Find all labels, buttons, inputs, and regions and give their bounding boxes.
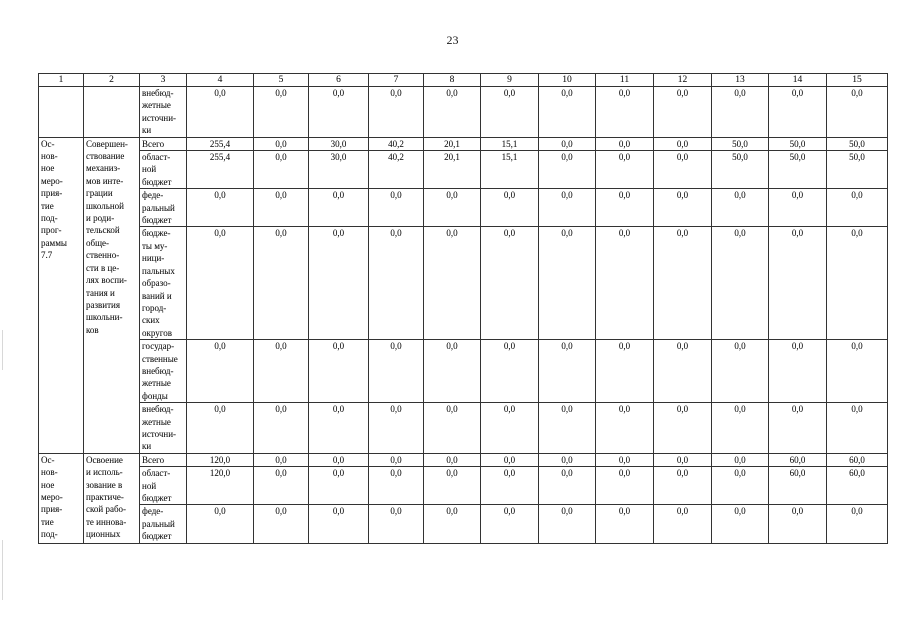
value-cell: 0,0 (369, 403, 424, 454)
source-cell (140, 403, 187, 454)
value-cell: 0,0 (769, 87, 827, 138)
value-cell: 255,4 (187, 151, 254, 189)
value-cell: 0,0 (596, 453, 654, 466)
table-row (39, 453, 888, 466)
source-label: бюджет (142, 176, 172, 187)
value-cell: 0,0 (254, 189, 309, 227)
column-number-header: 8 (424, 74, 481, 87)
table-row (39, 227, 888, 340)
description-line: ственно- (86, 250, 120, 261)
event-label: нов- (41, 151, 58, 162)
value-cell: 50,0 (769, 137, 827, 150)
value-cell: 255,4 (187, 137, 254, 150)
table-row (39, 403, 888, 454)
value-cell: 0,0 (424, 189, 481, 227)
description-cell (84, 453, 140, 543)
source-label: ки (142, 125, 152, 136)
source-label: образо- (142, 278, 171, 289)
value-cell: 0,0 (309, 227, 369, 340)
value-cell: 120,0 (187, 467, 254, 505)
value-cell: 0,0 (481, 403, 539, 454)
column-number-header: 7 (369, 74, 424, 87)
value-cell: 120,0 (187, 453, 254, 466)
source-label: бюдже- (142, 228, 171, 239)
value-cell: 30,0 (309, 137, 369, 150)
value-cell: 0,0 (769, 403, 827, 454)
value-cell: 0,0 (827, 403, 888, 454)
value-cell: 0,0 (654, 227, 712, 340)
value-cell: 0,0 (369, 467, 424, 505)
value-cell: 0,0 (769, 505, 827, 543)
value-cell: 0,0 (187, 87, 254, 138)
description-line: те иннова- (86, 516, 127, 527)
value-cell: 0,0 (654, 453, 712, 466)
page-number: 23 (446, 33, 459, 47)
table-row (39, 137, 888, 150)
value-cell: 50,0 (827, 151, 888, 189)
scan-edge-mark (2, 540, 3, 600)
value-cell: 0,0 (596, 403, 654, 454)
value-cell: 0,0 (187, 505, 254, 543)
value-cell: 20,1 (424, 151, 481, 189)
event-label: ное (41, 479, 55, 490)
value-cell: 0,0 (481, 87, 539, 138)
value-cell: 0,0 (309, 87, 369, 138)
source-cell (140, 453, 187, 466)
source-label: ских (142, 315, 160, 326)
description-cell (84, 137, 140, 453)
value-cell: 0,0 (424, 505, 481, 543)
source-label: феде- (142, 190, 164, 201)
description-line: тельской (86, 225, 120, 236)
table-row (39, 340, 888, 403)
source-cell (140, 189, 187, 227)
value-cell: 15,1 (481, 151, 539, 189)
event-label: Ос- (41, 138, 55, 149)
value-cell: 0,0 (596, 87, 654, 138)
source-label: бюджет (142, 493, 172, 503)
value-cell: 0,0 (596, 137, 654, 150)
column-number-header: 2 (84, 74, 140, 87)
description-line: обще- (86, 237, 110, 248)
value-cell: 15,1 (481, 137, 539, 150)
value-cell: 0,0 (654, 137, 712, 150)
value-cell: 0,0 (539, 87, 596, 138)
description-line: ков (86, 324, 99, 335)
value-cell: 0,0 (539, 505, 596, 543)
source-cell (140, 340, 187, 403)
description-line: развития (86, 299, 121, 310)
value-cell: 0,0 (187, 403, 254, 454)
value-cell: 0,0 (254, 151, 309, 189)
event-label: 7.7 (41, 250, 53, 261)
value-cell: 0,0 (254, 87, 309, 138)
source-cell (140, 87, 187, 138)
value-cell: 0,0 (424, 87, 481, 138)
value-cell: 0,0 (424, 227, 481, 340)
description-line: тания и (86, 287, 115, 298)
value-cell: 0,0 (539, 340, 596, 403)
source-cell (140, 151, 187, 189)
value-cell: 0,0 (254, 403, 309, 454)
value-cell: 50,0 (712, 151, 769, 189)
value-cell: 0,0 (254, 227, 309, 340)
column-number-header: 5 (254, 74, 309, 87)
value-cell: 0,0 (187, 227, 254, 340)
value-cell: 0,0 (596, 227, 654, 340)
event-label: меро- (41, 492, 63, 502)
value-cell: 0,0 (187, 189, 254, 227)
source-label: Всего (142, 138, 165, 149)
description-line: практиче- (86, 492, 124, 502)
value-cell: 0,0 (369, 87, 424, 138)
value-cell: 60,0 (827, 453, 888, 466)
empty-cell (84, 87, 140, 138)
description-line: школьни- (86, 312, 123, 323)
value-cell: 0,0 (309, 467, 369, 505)
value-cell: 0,0 (309, 189, 369, 227)
description-line: зование в (86, 479, 123, 490)
value-cell: 60,0 (769, 453, 827, 466)
value-cell: 0,0 (827, 340, 888, 403)
source-label: ки (142, 441, 152, 452)
empty-cell (39, 87, 84, 138)
event-label: раммы (41, 237, 67, 248)
column-number-header: 6 (309, 74, 369, 87)
source-label: жетные (142, 100, 171, 111)
value-cell: 0,0 (596, 467, 654, 505)
value-cell: 0,0 (712, 403, 769, 454)
value-cell: 0,0 (254, 453, 309, 466)
value-cell: 0,0 (254, 340, 309, 403)
value-cell: 0,0 (827, 227, 888, 340)
value-cell: 0,0 (712, 505, 769, 543)
value-cell: 0,0 (254, 505, 309, 543)
source-cell (140, 467, 187, 505)
value-cell: 0,0 (539, 137, 596, 150)
description-line: механиз- (86, 163, 121, 174)
column-number-header: 15 (827, 74, 888, 87)
source-cell (140, 227, 187, 340)
value-cell: 0,0 (769, 227, 827, 340)
value-cell: 0,0 (654, 151, 712, 189)
table-row (39, 87, 888, 138)
source-label: внебюд- (142, 88, 174, 98)
event-label: прия- (41, 188, 63, 199)
value-cell: 0,0 (424, 340, 481, 403)
source-label: государ- (142, 341, 175, 352)
source-label: феде- (142, 506, 164, 517)
value-cell: 0,0 (254, 137, 309, 150)
value-cell: 0,0 (369, 505, 424, 543)
column-number-header: 14 (769, 74, 827, 87)
source-label: город- (142, 302, 167, 313)
value-cell: 0,0 (596, 151, 654, 189)
source-label: Всего (142, 454, 165, 465)
event-label: прог- (41, 225, 62, 236)
value-cell: 0,0 (596, 505, 654, 543)
value-cell: 0,0 (827, 189, 888, 227)
value-cell: 0,0 (424, 403, 481, 454)
table-row (39, 467, 888, 505)
value-cell: 0,0 (309, 340, 369, 403)
source-cell (140, 505, 187, 543)
source-label: ници- (142, 253, 165, 264)
event-label: прия- (41, 504, 63, 515)
description-line: и исполь- (86, 467, 123, 478)
value-cell: 0,0 (369, 340, 424, 403)
table-row (39, 151, 888, 189)
source-label: источни- (142, 112, 177, 123)
column-number-header: 4 (187, 74, 254, 87)
event-label: под- (41, 529, 58, 540)
value-cell: 0,0 (481, 453, 539, 466)
event-cell (39, 453, 84, 543)
value-cell: 0,0 (254, 467, 309, 505)
event-label: Ос- (41, 454, 55, 465)
value-cell: 0,0 (539, 227, 596, 340)
value-cell: 60,0 (827, 467, 888, 505)
event-cell (39, 137, 84, 453)
source-label: внебюд- (142, 365, 174, 376)
column-number-header: 11 (596, 74, 654, 87)
source-label: ты му- (142, 240, 168, 251)
value-cell: 0,0 (424, 467, 481, 505)
column-number-header: 13 (712, 74, 769, 87)
source-label: фонды (142, 390, 168, 401)
table-row (39, 189, 888, 227)
event-label: меро- (41, 175, 63, 186)
description-line: ционных (86, 529, 121, 540)
source-label: пальных (142, 265, 175, 276)
value-cell: 0,0 (309, 505, 369, 543)
value-cell: 0,0 (539, 151, 596, 189)
value-cell: 0,0 (481, 227, 539, 340)
value-cell: 60,0 (769, 467, 827, 505)
source-label: ральный (142, 202, 175, 213)
column-number-header: 9 (481, 74, 539, 87)
source-label: ральный (142, 518, 175, 529)
source-label: ственные (142, 353, 178, 364)
value-cell: 0,0 (654, 467, 712, 505)
source-label: округов (142, 327, 172, 338)
source-label: бюджет (142, 215, 172, 226)
value-cell: 50,0 (712, 137, 769, 150)
value-cell: 0,0 (539, 467, 596, 505)
source-label: внебюд- (142, 404, 174, 415)
value-cell: 0,0 (654, 403, 712, 454)
value-cell: 0,0 (654, 87, 712, 138)
value-cell: 0,0 (424, 453, 481, 466)
value-cell: 0,0 (369, 189, 424, 227)
source-label: жетные (142, 378, 171, 389)
column-number-header: 12 (654, 74, 712, 87)
value-cell: 0,0 (827, 87, 888, 138)
value-cell: 0,0 (712, 227, 769, 340)
scan-edge-mark (2, 330, 3, 370)
value-cell: 0,0 (712, 87, 769, 138)
value-cell: 50,0 (827, 137, 888, 150)
value-cell: 0,0 (654, 340, 712, 403)
description-line: мов инте- (86, 175, 124, 186)
value-cell: 0,0 (539, 403, 596, 454)
column-number-header: 3 (140, 74, 187, 87)
event-label: под- (41, 213, 58, 224)
value-cell: 0,0 (654, 189, 712, 227)
source-label: ваний и (142, 290, 172, 301)
value-cell: 0,0 (712, 340, 769, 403)
value-cell: 0,0 (481, 467, 539, 505)
value-cell: 0,0 (827, 505, 888, 543)
description-line: Совершен- (86, 138, 128, 149)
source-label: ной (142, 164, 157, 175)
source-label: ной (142, 480, 157, 491)
value-cell: 50,0 (769, 151, 827, 189)
description-line: лях воспи- (86, 275, 127, 286)
value-cell: 0,0 (539, 189, 596, 227)
description-line: и роди- (86, 213, 115, 224)
source-label: област- (142, 152, 171, 163)
source-label: бюджет (142, 531, 172, 542)
description-line: ствование (86, 151, 125, 162)
value-cell: 30,0 (309, 151, 369, 189)
budget-table (38, 73, 888, 544)
table-row (39, 505, 888, 543)
column-number-header: 10 (539, 74, 596, 87)
value-cell: 0,0 (369, 227, 424, 340)
value-cell: 0,0 (309, 453, 369, 466)
value-cell: 20,1 (424, 137, 481, 150)
value-cell: 0,0 (187, 340, 254, 403)
value-cell: 0,0 (769, 189, 827, 227)
description-line: школьной (86, 200, 124, 211)
description-line: Освоение (86, 454, 123, 465)
value-cell: 40,2 (369, 151, 424, 189)
value-cell: 40,2 (369, 137, 424, 150)
source-label: област- (142, 468, 171, 479)
header-row (39, 74, 888, 87)
value-cell: 0,0 (654, 505, 712, 543)
value-cell: 0,0 (309, 403, 369, 454)
value-cell: 0,0 (712, 467, 769, 505)
value-cell: 0,0 (539, 453, 596, 466)
event-label: тие (41, 200, 54, 211)
event-label: тие (41, 516, 54, 527)
value-cell: 0,0 (481, 189, 539, 227)
source-cell (140, 137, 187, 150)
value-cell: 0,0 (481, 505, 539, 543)
description-line: грации (86, 188, 113, 199)
source-label: источни- (142, 428, 177, 439)
description-line: сти в це- (86, 262, 120, 273)
value-cell: 0,0 (712, 189, 769, 227)
event-label: ное (41, 163, 55, 174)
value-cell: 0,0 (769, 340, 827, 403)
value-cell: 0,0 (596, 189, 654, 227)
event-label: нов- (41, 467, 58, 478)
description-line: ской рабо- (86, 504, 127, 515)
source-label: жетные (142, 416, 171, 427)
value-cell: 0,0 (712, 453, 769, 466)
value-cell: 0,0 (596, 340, 654, 403)
column-number-header: 1 (39, 74, 84, 87)
value-cell: 0,0 (369, 453, 424, 466)
value-cell: 0,0 (481, 340, 539, 403)
